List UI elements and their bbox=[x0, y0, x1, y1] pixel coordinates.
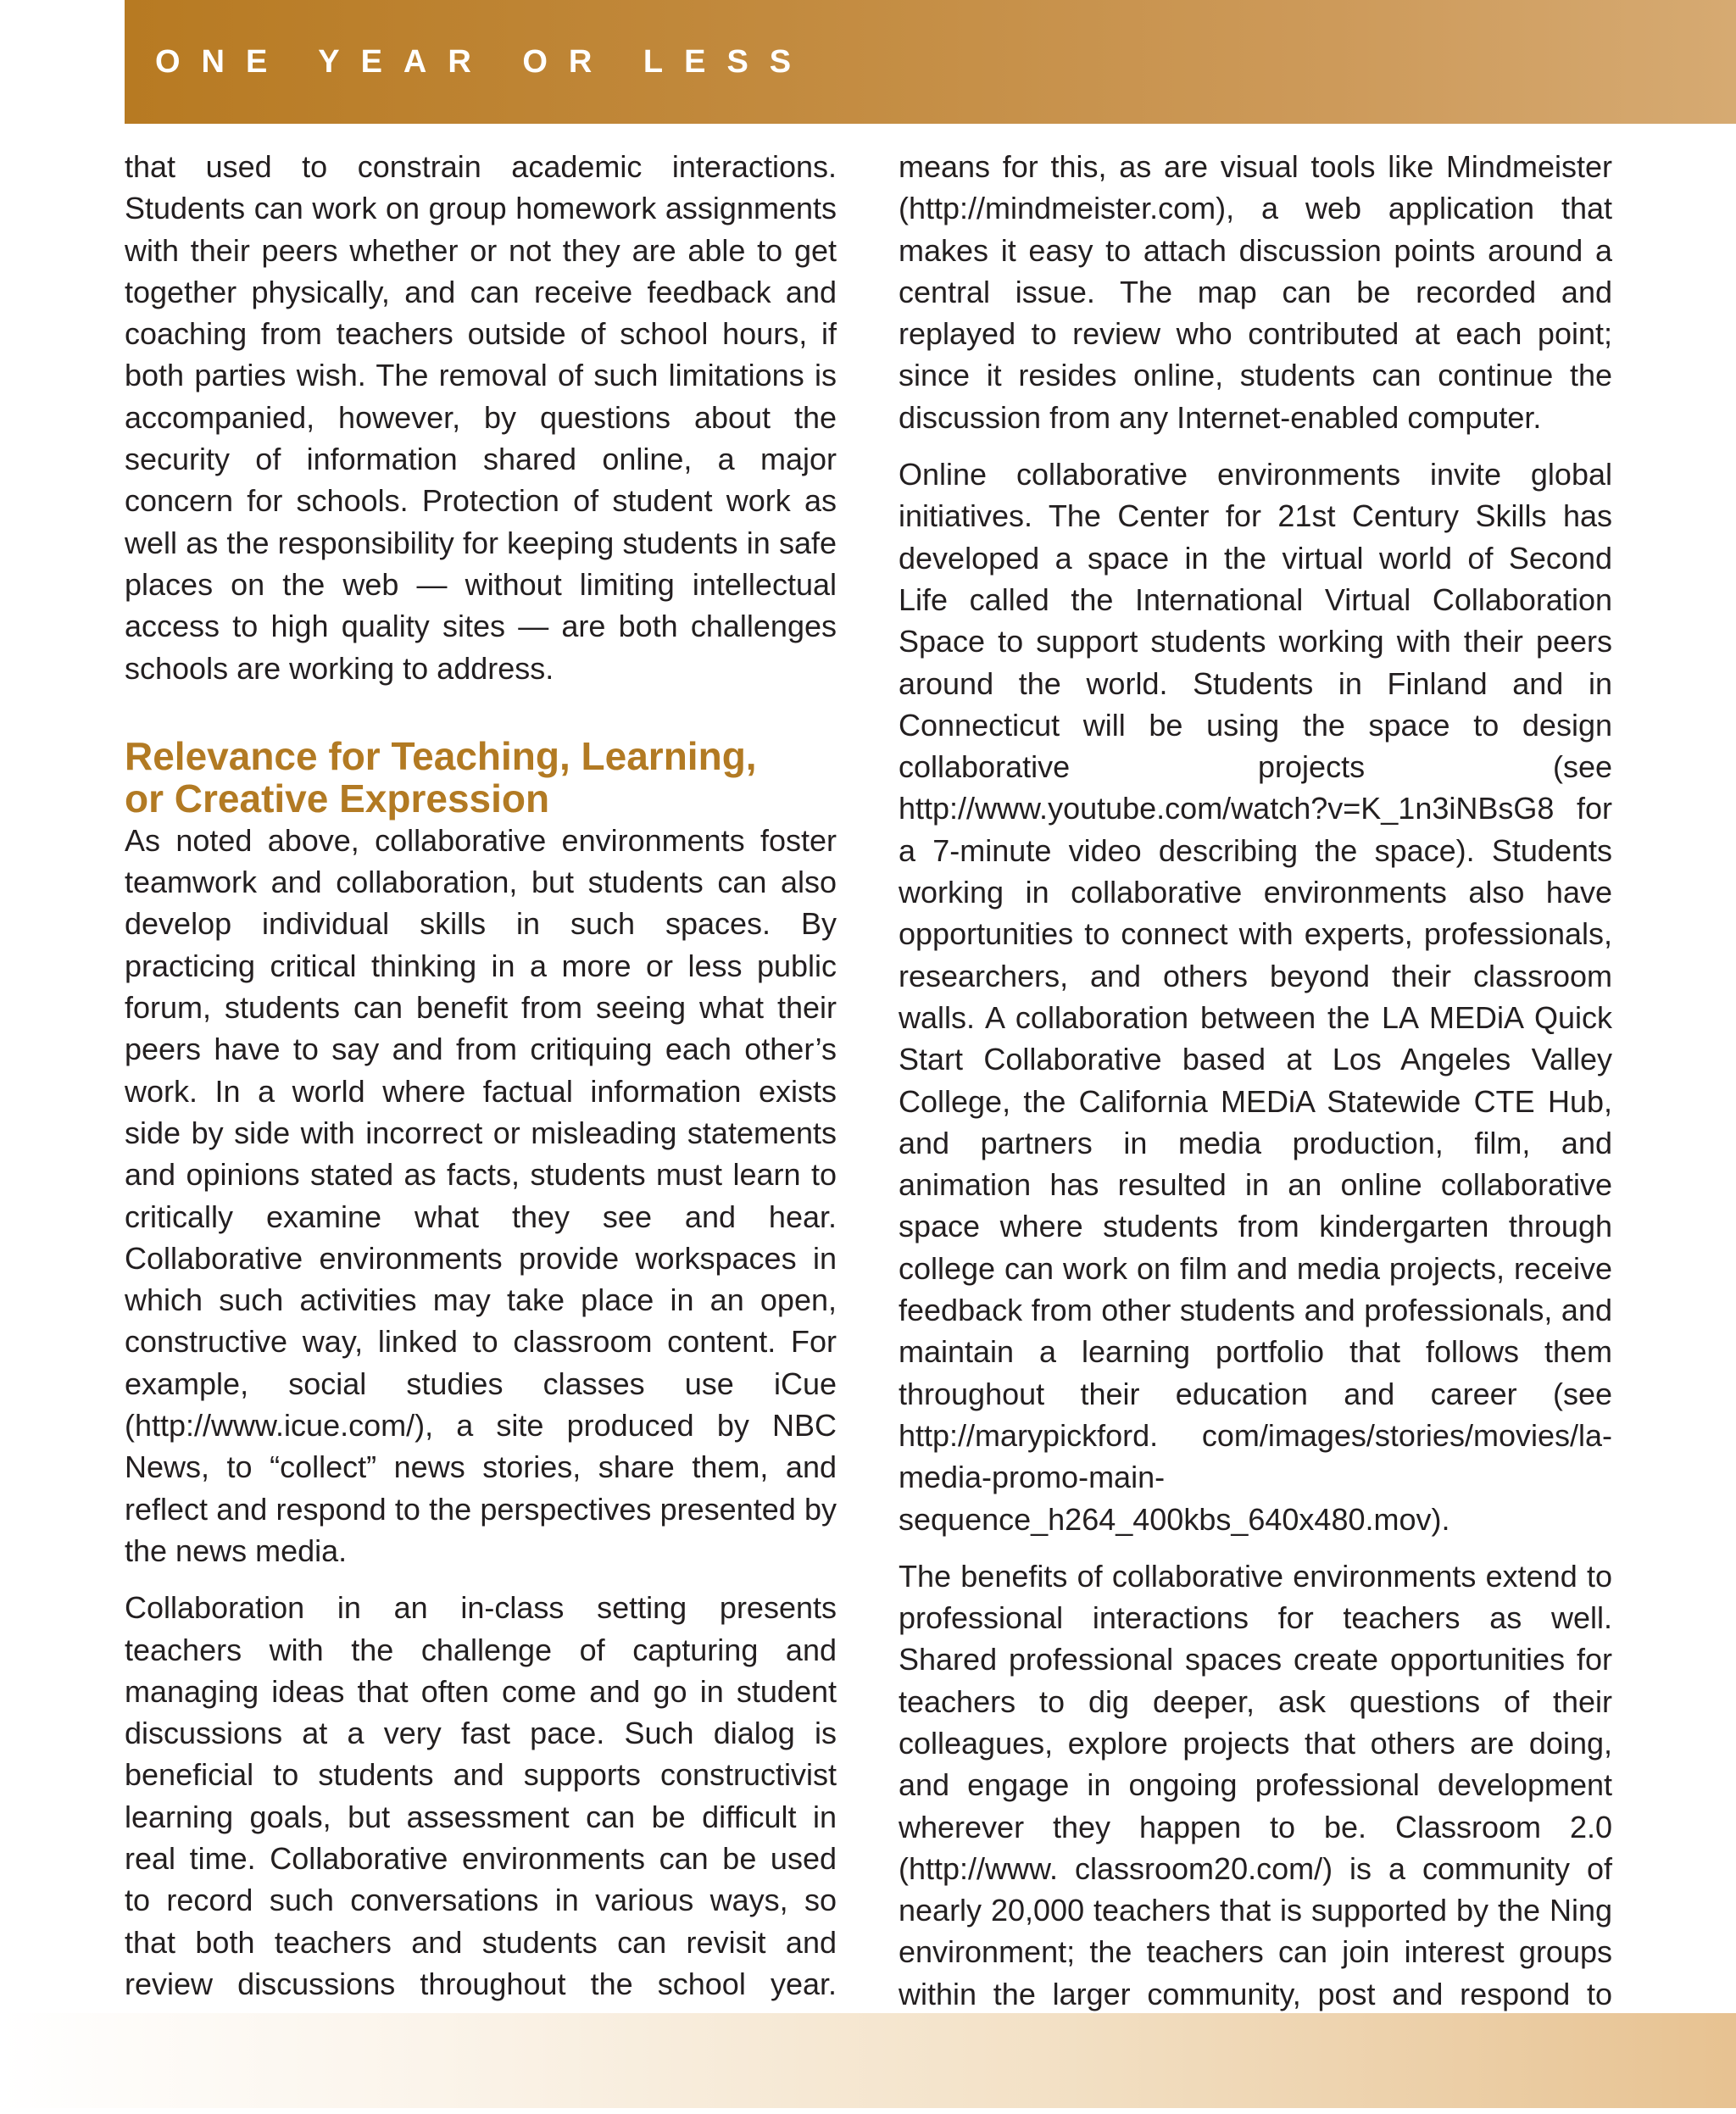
paragraph-continued: that used to constrain academic interactions. Students can work on group homework assignments with their peers whether or not they are able to get together physically, and can receive feedback and coaching from teachers outside of school hours, if both parties wish. The removal of such limitations is accompanied, however, by questions about the security of information shared online, a major concern for schools. Protection of student work as well as the responsibility for keeping students in safe places on the web — without limiting intellectual access to high quality sites — are both challenges schools are working to address. bbox=[125, 149, 837, 686]
right-column bbox=[899, 146, 1612, 2114]
footer-band bbox=[0, 2013, 1736, 2108]
paragraph-collaboration: Collaboration in an in-class setting presents teachers with the challenge of capturing and managing ideas that often come and go in student discussions at a very fast pace. Such dialog is beneficial to students and supports constructivist learning goals, but assessment can be difficult in real time. Collaborative environments can be used to record such conversations in various ways, so that both teachers and students can revisit and review discussions throughout the school year. bbox=[125, 1590, 837, 2001]
header-band bbox=[125, 0, 1736, 124]
section-heading bbox=[125, 735, 837, 820]
section-heading-line-1: Relevance for Teaching, Learning, bbox=[125, 733, 757, 778]
paragraph-benefits: The benefits of collaborative environments extend to professional interactions for teachers as well. Shared professional spaces create opportunities for teachers to dig deeper, ask questions of their colleagues, explore projects that others are doing, and engage in ongoing professional development wherever they happen to be. Classroom 2.0 (http://www. classroom20.com/) is a community of nearly 20,000 teachers that is supported by the Ning environment; the teachers can join interest groups within the larger community, post and respond to bbox=[899, 1558, 1612, 2011]
left-column bbox=[125, 146, 837, 2061]
paragraph-relevance: As noted above, collaborative environments foster teamwork and collaboration, but students can also develop individual skills in such spaces. By practicing critical thinking in a more or less public forum, students can benefit from seeing what their peers have to say and from critiquing each other’s work. In a world where factual information exists side by side with incorrect or misleading statements and opinions stated as facts, students must learn to critically examine what they see and hear. Collaborative environments provide workspaces in which such activities may take place in an open, constructive way, linked to classroom content. For example, social studies classes use iCue (http://www.icue.com/), a site produced by NBC News, to “collect” news stories, share them, and reflect and respond to the perspectives presented by the news media. bbox=[125, 822, 837, 1568]
paragraph-global: Online collaborative environments invite global initiatives. The Center for 21st Century Skills has developed a space in the virtual world of Second Life called the International Virtual Collaboration Space to support students working with their peers around the world. Students in Finland and in Connecticut will be using the space to design collaborative projects (see http://www.youtube.com/watch?v=K_1n3iNBsG8 for a 7-minute video describing the space). Students working in collaborative environments also have opportunities to connect with experts, professionals, researchers, and others beyond their classroom walls. A collaboration between the LA MEDiA Quick Start Collaborative based at Los Angeles Valley College, the California MEDiA Statewide CTE Hub, and partners in media production, film, and animation has resulted in an online collaborative space where students from kindergarten through college can work on film and media projects, receive feedback from other students and professionals, and maintain a learning portfolio that follows them throughout their education and career (see http://marypickford. com/images/stories/movies/la-media-promo-main-sequence_h264_400kbs_640x480.mov). bbox=[899, 457, 1612, 1537]
paragraph-means: means for this, as are visual tools like Mindmeister (http://mindmeister.com), a web application that makes it easy to attach discussion points around a central issue. The map can be recorded and replayed to review who contributed at each point; since it resides online, students can continue the discussion from any Internet-enabled computer. bbox=[899, 149, 1612, 435]
running-header-title: ONE YEAR OR LESS bbox=[155, 44, 813, 80]
section-heading-line-2: or Creative Expression bbox=[125, 776, 550, 821]
